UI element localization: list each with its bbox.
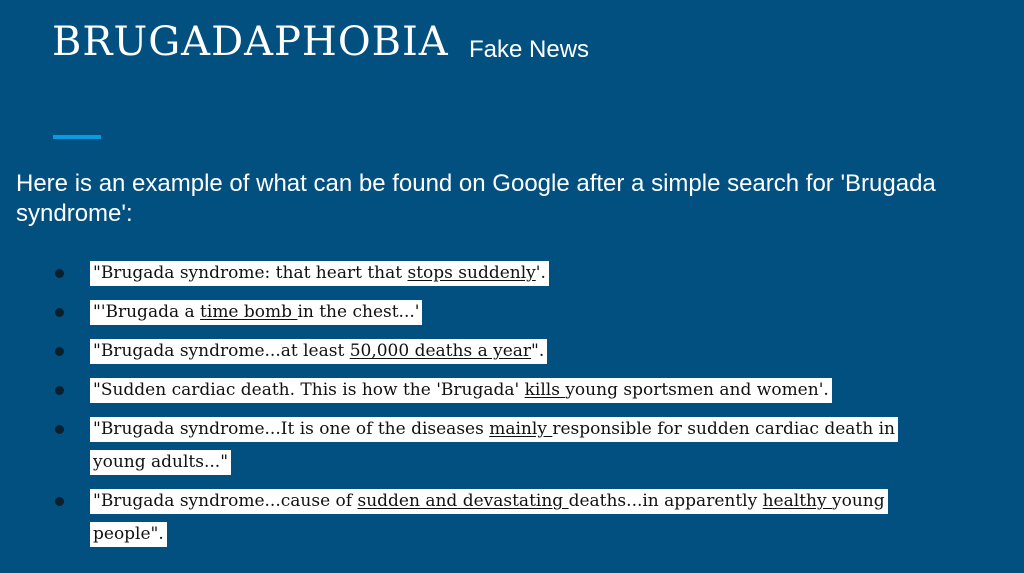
quote-segment: in the chest...': [297, 302, 420, 322]
quote-segment: "Brugada syndrome...It is one of the diseases: [93, 419, 490, 439]
quote-underlined-segment: mainly: [489, 419, 553, 439]
quote-item: [52, 296, 952, 329]
quote-item: [52, 485, 952, 551]
quote-text: [90, 417, 898, 475]
bullet-icon: [55, 269, 64, 278]
quote-segment: responsible for sudden cardiac death in young adults...": [93, 419, 895, 472]
quote-segment: '.: [535, 263, 546, 283]
quote-underlined-segment: healthy: [762, 491, 832, 511]
slide-title: BRUGADAPHOBIA: [52, 19, 449, 65]
quote-text: [90, 378, 832, 403]
quote-item: [52, 257, 952, 290]
quote-underlined-segment: stops suddenly: [407, 263, 536, 283]
quote-text: [90, 300, 422, 325]
bullet-icon: [55, 308, 64, 317]
intro-text: Here is an example of what can be found on Google after a simple search for 'Brugada syndrome':: [16, 170, 936, 227]
quote-text: [90, 489, 888, 547]
quote-text: [90, 339, 547, 364]
quote-item: [52, 374, 952, 407]
quote-underlined-segment: kills: [524, 380, 566, 400]
quote-item: [52, 335, 952, 368]
accent-bar: [53, 135, 101, 139]
quote-segment: "Brugada syndrome...cause of: [93, 491, 358, 511]
quote-list: [52, 257, 952, 557]
quote-segment: deaths...in apparently: [568, 491, 763, 511]
quote-underlined-segment: time bomb: [200, 302, 298, 322]
quote-segment: "Sudden cardiac death. This is how the 'Brugada': [93, 380, 525, 400]
quote-underlined-segment: sudden and devastating: [357, 491, 569, 511]
quote-item: [52, 413, 952, 479]
bullet-icon: [55, 386, 64, 395]
bullet-icon: [55, 347, 64, 356]
quote-segment: "Brugada syndrome...at least: [93, 341, 350, 361]
quote-segment: young people".: [93, 491, 885, 544]
quote-segment: young sportsmen and women'.: [565, 380, 829, 400]
quote-text: [90, 261, 549, 286]
bullet-icon: [55, 425, 64, 434]
bullet-icon: [55, 497, 64, 506]
quote-segment: ".: [531, 341, 545, 361]
quote-segment: "Brugada syndrome: that heart that: [93, 263, 408, 283]
quote-underlined-segment: 50,000 deaths a year: [349, 341, 532, 361]
quote-segment: "'Brugada a: [93, 302, 201, 322]
slide-subtitle: Fake News: [469, 36, 590, 63]
